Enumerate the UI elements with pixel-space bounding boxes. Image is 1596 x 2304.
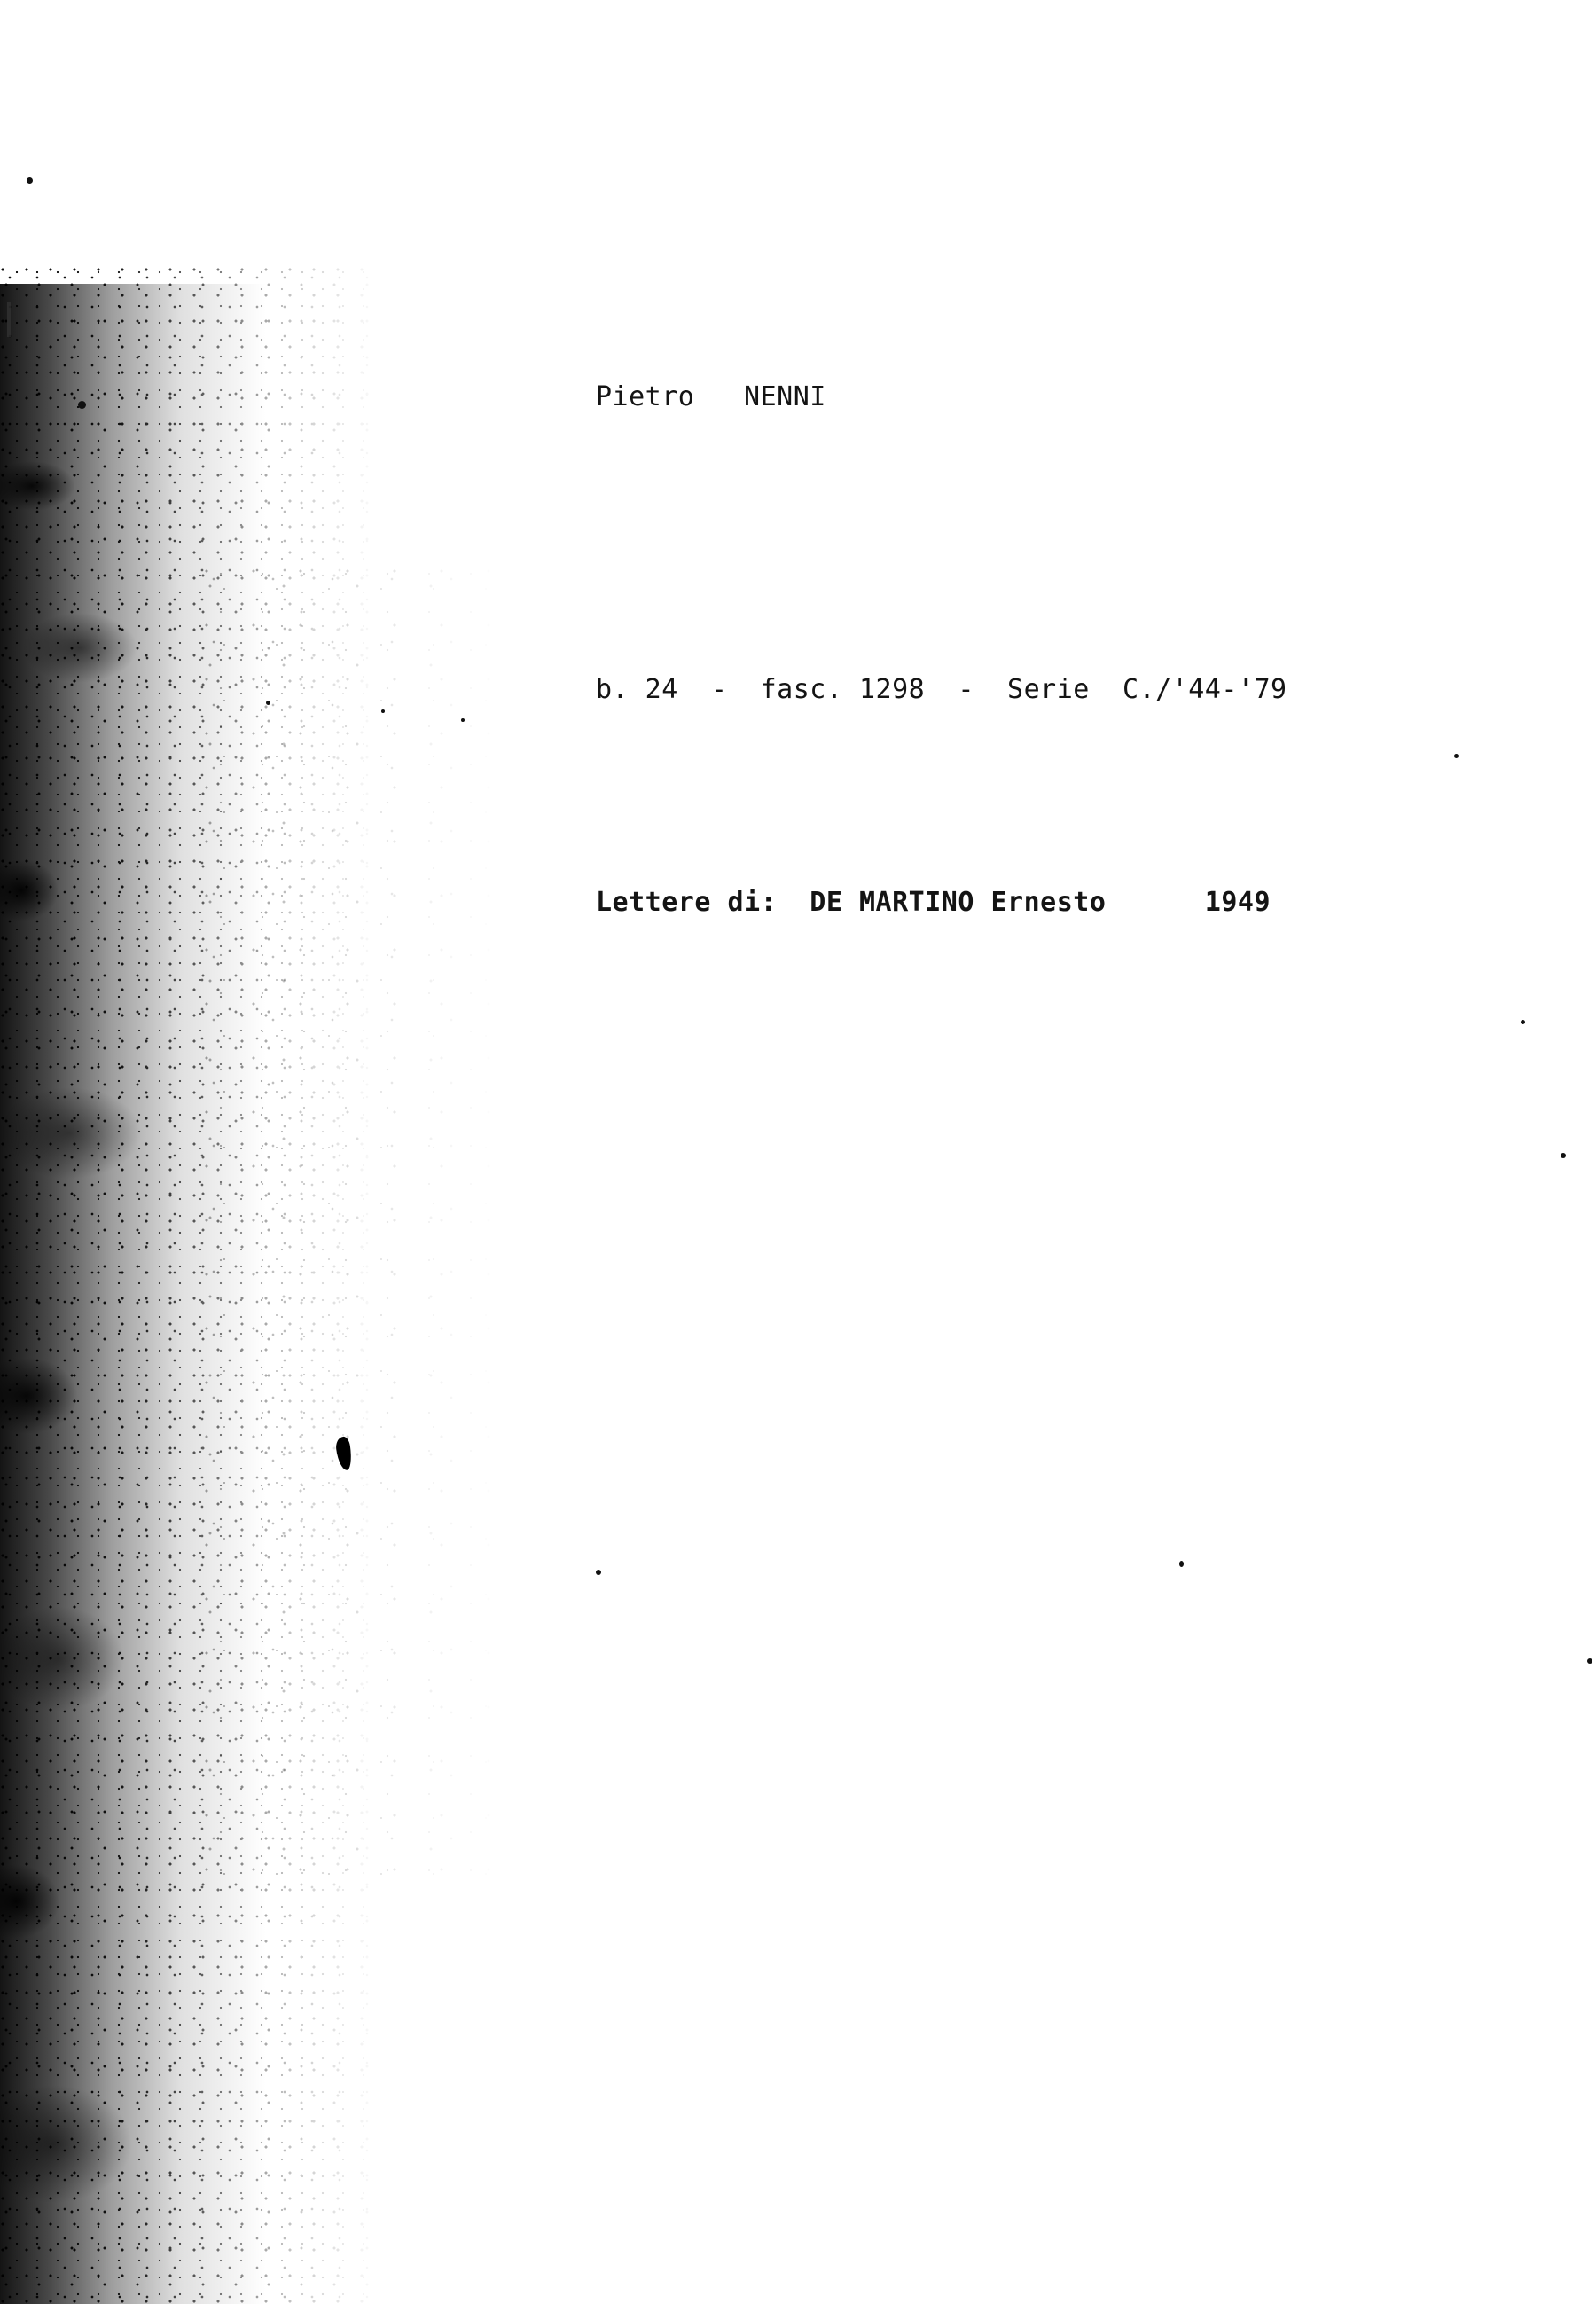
scan-speck <box>381 709 385 713</box>
scan-speck <box>596 1570 601 1575</box>
scan-speck <box>78 401 86 409</box>
scan-dark-edge <box>0 284 266 2304</box>
scan-ink-blob <box>334 1436 353 1471</box>
author-line: Pietro NENNI <box>596 381 826 412</box>
archival-reference-line: b. 24 - fasc. 1298 - Serie C./'44-'79 <box>596 674 1287 705</box>
scan-speck <box>1561 1153 1566 1158</box>
scan-speck <box>461 718 465 722</box>
scan-speck <box>266 701 270 705</box>
scan-edge-tick <box>7 302 11 337</box>
correspondence-line: Lettere di: DE MARTINO Ernesto 1949 <box>596 887 1271 918</box>
scan-speck <box>1454 754 1459 758</box>
scan-artifact-region <box>0 0 497 2304</box>
scan-speckle-dense <box>0 266 381 2304</box>
scan-speckle-sparse <box>204 568 505 1898</box>
scan-speck <box>1179 1561 1184 1567</box>
scan-speck <box>1521 1020 1525 1024</box>
scan-speck <box>27 177 33 184</box>
scan-speck <box>1587 1658 1592 1664</box>
